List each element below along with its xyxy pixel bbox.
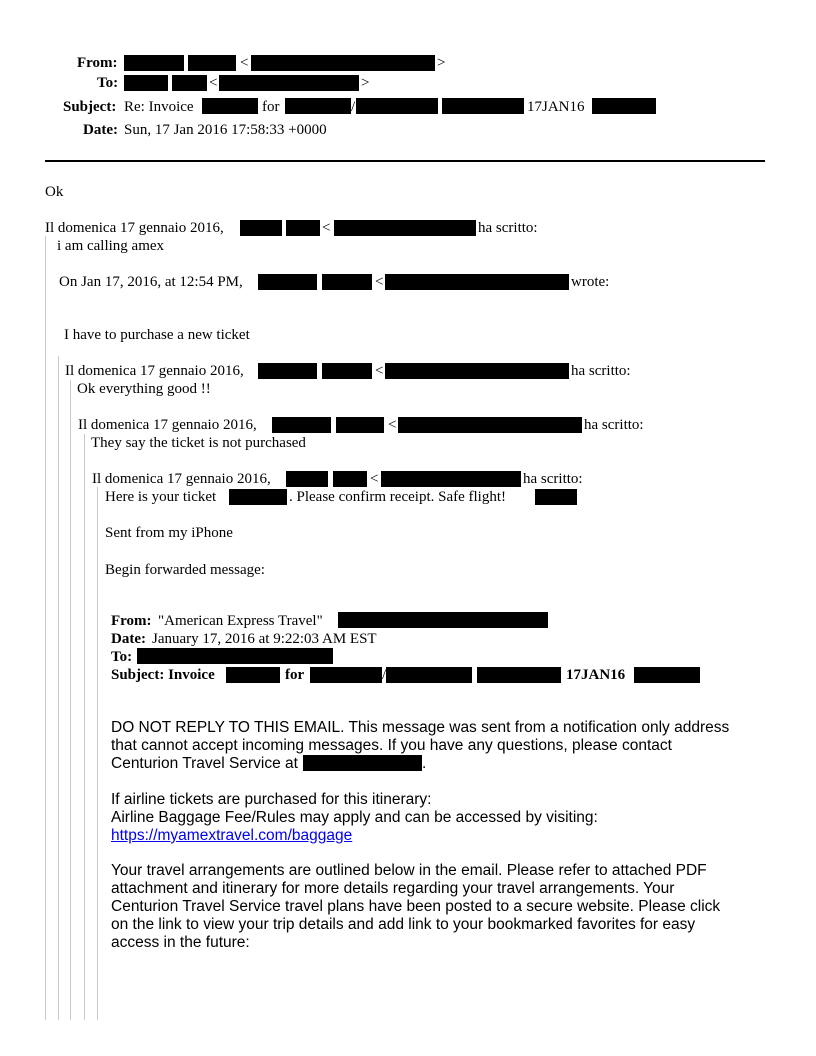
baggage-link[interactable]: https://myamextravel.com/baggage: [111, 827, 353, 844]
redaction: [286, 220, 320, 236]
reply-text: Ok: [45, 184, 64, 200]
redaction: [356, 98, 438, 114]
angle-open: <: [209, 75, 218, 91]
redaction: [137, 648, 333, 664]
quote-text: Here is your ticket: [105, 489, 217, 505]
redaction: [188, 55, 236, 71]
quote-attribution: Il domenica 17 gennaio 2016,: [65, 363, 244, 379]
redaction: [285, 98, 351, 114]
redaction: [442, 98, 524, 114]
quote-attribution-end: ha scritto:: [478, 220, 538, 236]
quote-text: I have to purchase a new ticket: [64, 327, 250, 343]
fwd-from-label: From:: [111, 613, 152, 629]
travel-line: Centurion Travel Service travel plans have been posted to a secure website. Please click: [111, 898, 721, 915]
redaction: [634, 667, 700, 683]
redaction: [338, 612, 548, 628]
travel-line: on the link to view your trip details and add link to your bookmarked favorites for easy: [111, 916, 696, 933]
redaction: [258, 363, 317, 379]
redaction: [336, 417, 384, 433]
travel-line: Your travel arrangements are outlined below in the email. Please refer to attached PDF: [111, 862, 707, 879]
redaction: [240, 220, 282, 236]
angle-open: <: [375, 363, 384, 379]
angle-open: <: [388, 417, 397, 433]
quote-bar: [45, 236, 46, 1020]
fwd-subject-label: Subject: Invoice: [111, 667, 215, 683]
redaction: [535, 489, 577, 505]
redaction: [386, 667, 472, 683]
from-label: From:: [77, 55, 118, 71]
subject-label: Subject:: [63, 99, 117, 115]
travel-line: attachment and itinerary for more details regarding your travel arrangements. Your: [111, 880, 675, 897]
quote-attribution: Il domenica 17 gennaio 2016,: [78, 417, 257, 433]
angle-open: <: [322, 220, 331, 236]
subject-prefix: Re: Invoice: [124, 99, 194, 115]
quote-attribution-end: ha scritto:: [571, 363, 631, 379]
redaction: [226, 667, 280, 683]
redaction: [477, 667, 561, 683]
signature: Sent from my iPhone: [105, 525, 233, 541]
redaction: [385, 363, 569, 379]
redaction: [322, 363, 372, 379]
quote-attribution-end: ha scritto:: [584, 417, 644, 433]
redaction: [272, 417, 331, 433]
quote-attribution: On Jan 17, 2016, at 12:54 PM,: [59, 274, 243, 290]
notice-line: that cannot accept incoming messages. If you have any questions, please contact: [111, 737, 672, 754]
redaction: [385, 274, 569, 290]
fwd-subject-date: 17JAN16: [566, 667, 626, 683]
angle-open: <: [240, 55, 249, 71]
quote-text: . Please confirm receipt. Safe flight!: [289, 489, 507, 505]
quote-text: i am calling amex: [57, 238, 165, 254]
fwd-from-value: "American Express Travel": [158, 613, 323, 629]
quote-bar: [97, 487, 98, 1020]
angle-open: <: [370, 471, 379, 487]
redaction: [592, 98, 656, 114]
angle-open: <: [375, 274, 384, 290]
quote-attribution-end: wrote:: [571, 274, 610, 290]
redaction: [202, 98, 258, 114]
quote-attribution-end: ha scritto:: [523, 471, 583, 487]
quote-text: They say the ticket is not purchased: [91, 435, 306, 451]
redaction: [286, 471, 328, 487]
fwd-date-label: Date:: [111, 631, 146, 647]
redaction: [124, 75, 168, 91]
header-divider: [45, 160, 765, 162]
redaction: [219, 75, 359, 91]
redaction: [229, 489, 287, 505]
angle-close: >: [437, 55, 446, 71]
redaction: [398, 417, 582, 433]
redaction: [381, 471, 521, 487]
quote-attribution: Il domenica 17 gennaio 2016,: [92, 471, 271, 487]
redaction: [172, 75, 207, 91]
date-label: Date:: [83, 122, 118, 138]
notice-end: .: [422, 755, 427, 772]
subject-slash: /: [351, 99, 356, 115]
redaction: [124, 55, 184, 71]
redaction: [310, 667, 382, 683]
quote-bar: [58, 356, 59, 1020]
to-label: To:: [97, 75, 119, 91]
fwd-subject-slash: /: [382, 667, 387, 683]
redaction: [334, 220, 476, 236]
redaction: [333, 471, 367, 487]
travel-line: access in the future:: [111, 934, 250, 951]
redaction: [322, 274, 372, 290]
redaction: [258, 274, 317, 290]
quote-bar: [70, 380, 71, 1020]
airline-line: If airline tickets are purchased for this itinerary:: [111, 791, 432, 808]
fwd-subject-for: for: [285, 667, 305, 683]
fwd-to-label: To:: [111, 649, 133, 665]
quote-attribution: Il domenica 17 gennaio 2016,: [45, 220, 224, 236]
date-value: Sun, 17 Jan 2016 17:58:33 +0000: [124, 122, 327, 138]
redaction: [251, 55, 435, 71]
notice-line: Centurion Travel Service at: [111, 755, 298, 772]
quote-bar: [84, 434, 85, 1020]
angle-close: >: [361, 75, 370, 91]
quote-text: Ok everything good !!: [77, 381, 211, 397]
subject-date: 17JAN16: [527, 99, 585, 115]
subject-for: for: [262, 99, 280, 115]
redaction: [303, 755, 422, 771]
airline-line: Airline Baggage Fee/Rules may apply and can be accessed by visiting:: [111, 809, 598, 826]
fwd-date-value: January 17, 2016 at 9:22:03 AM EST: [152, 631, 377, 647]
forward-intro: Begin forwarded message:: [105, 562, 265, 578]
notice-line: DO NOT REPLY TO THIS EMAIL. This message was sent from a notification only address: [111, 719, 730, 736]
